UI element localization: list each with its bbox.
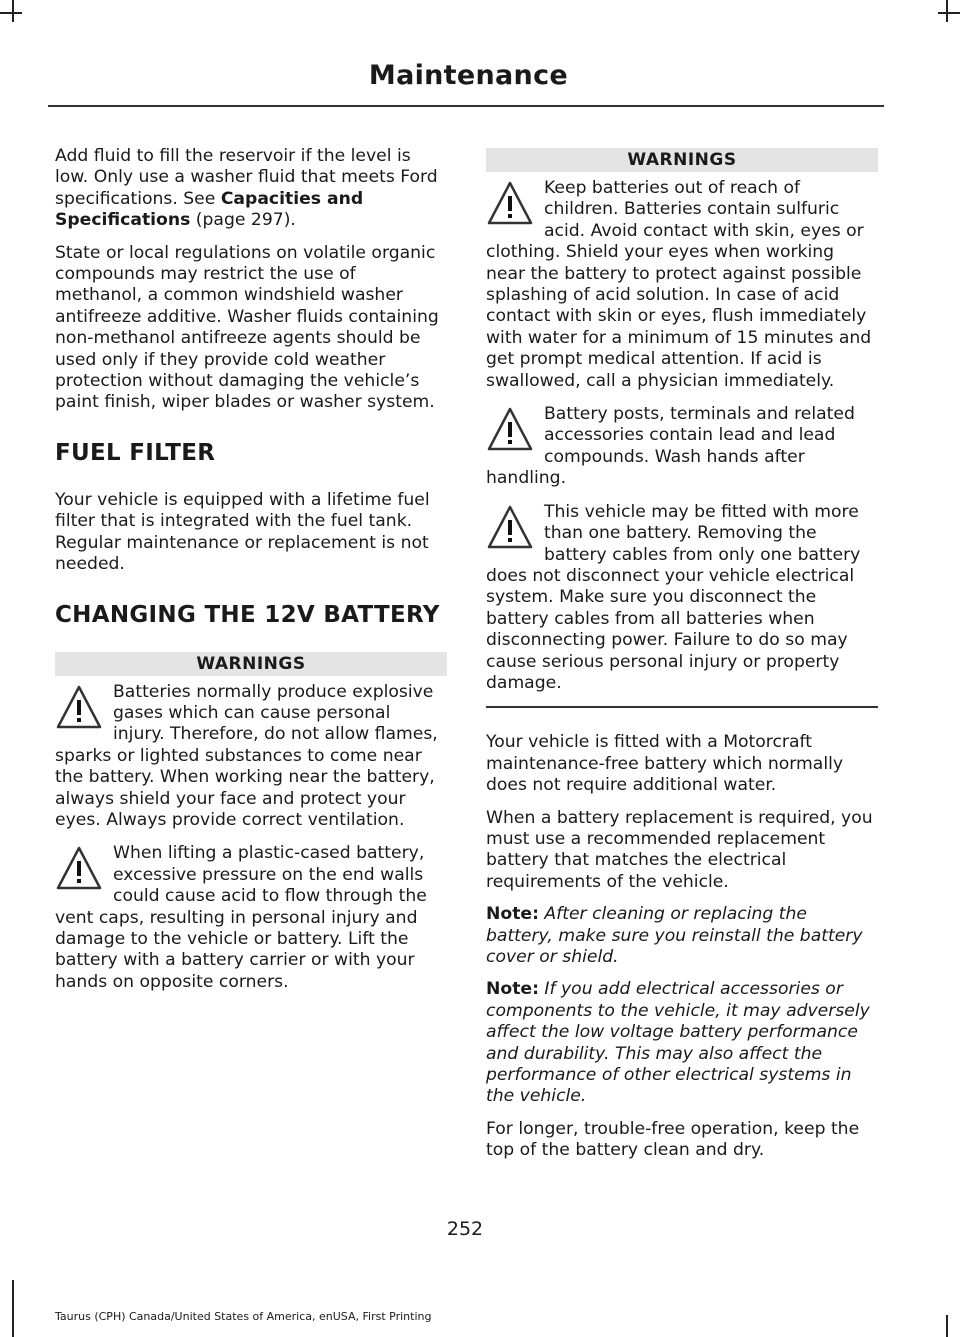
warning-text: When lifting a plastic-cased battery, excessive pressure on the end walls could cause acid to flow through the vent caps, resulting in personal injury and damage to the vehicle or battery. Lift the battery with a battery carrier or with your hands on opposite corners. bbox=[55, 843, 427, 992]
note-label: Note: bbox=[486, 979, 539, 1000]
crop-mark bbox=[12, 1280, 14, 1337]
warning-text: Keep batteries out of reach of children. Batteries contain sulfuric acid. Avoid contact with skin, eyes or clothing. Shield your eyes when working near the battery to protect against possible splashing of acid solution. In case of acid contact with skin or eyes, flush immediately with water for a minimum of 15 minutes and get prompt medical attention. If acid is swallowed, call a physician immediately. bbox=[486, 178, 872, 391]
fuel-filter-paragraph: Your vehicle is equipped with a lifetime fuel filter that is integrated with the fuel tank. Regular maintenance or replacement is not needed. bbox=[55, 489, 430, 575]
note-label: Note: bbox=[486, 904, 539, 925]
warning-triangle-icon bbox=[55, 684, 103, 730]
page-number: 252 bbox=[446, 1218, 484, 1240]
warnings-header: WARNINGS bbox=[55, 652, 447, 676]
edition-footer: Taurus (CPH) Canada/United States of America, enUSA, First Printing bbox=[55, 1310, 432, 1323]
replacement-paragraph: When a battery replacement is required, you must use a recommended replacement battery that matches the electrical requirements of the vehicle. bbox=[486, 807, 873, 892]
header-rule bbox=[48, 105, 884, 107]
note-text: After cleaning or replacing the battery, make sure you reinstall the battery cover or shield. bbox=[486, 904, 863, 967]
note-text: If you add electrical accessories or components to the vehicle, it may adversely affect the low voltage battery performance and durability. This may also affect the performance of other electrical systems in the vehicle. bbox=[486, 979, 870, 1107]
paragraph-text: Add fluid to fill the reservoir if the level is low. Only use a washer fluid that meets Ford specifications. See bbox=[55, 146, 438, 209]
battery-care-paragraph: For longer, trouble-free operation, keep the top of the battery clean and dry. bbox=[486, 1118, 860, 1161]
warning-text: Battery posts, terminals and related accessories contain lead and lead compounds. Wash hands after handling. bbox=[486, 404, 855, 489]
crop-mark bbox=[946, 1315, 948, 1337]
crop-mark bbox=[938, 12, 960, 14]
warning-triangle-icon bbox=[486, 504, 534, 550]
crop-mark bbox=[12, 0, 14, 22]
warning-item bbox=[486, 178, 878, 392]
motorcraft-paragraph: Your vehicle is fitted with a Motorcraft maintenance-free battery which normally does not require additional water. bbox=[486, 732, 844, 796]
warnings-header: WARNINGS bbox=[486, 148, 878, 172]
note-paragraph bbox=[486, 979, 878, 1107]
warnings-end-rule bbox=[486, 706, 878, 708]
changing-battery-heading: CHANGING THE 12V BATTERY bbox=[55, 601, 440, 628]
warning-item bbox=[55, 682, 447, 832]
page-reference: (page 297). bbox=[190, 210, 296, 231]
right-column bbox=[486, 146, 878, 1173]
warning-item bbox=[486, 404, 878, 490]
washer-fluid-paragraph bbox=[55, 146, 447, 232]
capacities-link[interactable]: Capacities and Specifications bbox=[55, 188, 364, 231]
crop-mark bbox=[946, 0, 948, 22]
fuel-filter-heading: FUEL FILTER bbox=[55, 439, 216, 466]
regulations-paragraph: State or local regulations on volatile organic compounds may restrict the use of methanol, a common windshield washer antifreeze additive. Washer fluids containing non-methanol antifreeze agents should be used only if they provide cold weather protection without damaging the vehicle’s paint finish, wiper blades or washer system. bbox=[55, 242, 439, 413]
warning-text: Batteries normally produce explosive gases which can cause personal injury. Therefore, do not allow flames, sparks or lighted substances to come near the battery. When working near the battery, always shield your face and protect your eyes. Always provide correct ventilation. bbox=[55, 681, 438, 830]
warning-triangle-icon bbox=[486, 406, 534, 452]
warning-triangle-icon bbox=[486, 180, 534, 226]
warning-item bbox=[486, 502, 878, 695]
left-column bbox=[55, 146, 447, 1005]
note-paragraph bbox=[486, 904, 878, 968]
warning-item bbox=[55, 843, 447, 993]
page-title: Maintenance bbox=[368, 60, 568, 91]
crop-mark bbox=[0, 12, 22, 14]
warning-text: This vehicle may be fitted with more than one battery. Removing the battery cables from only one battery does not disconnect your vehicle electrical system. Make sure you disconnect the battery cables from all batteries when disconnecting power. Failure to do so may cause serious personal injury or property damage. bbox=[486, 501, 861, 693]
warning-triangle-icon bbox=[55, 845, 103, 891]
